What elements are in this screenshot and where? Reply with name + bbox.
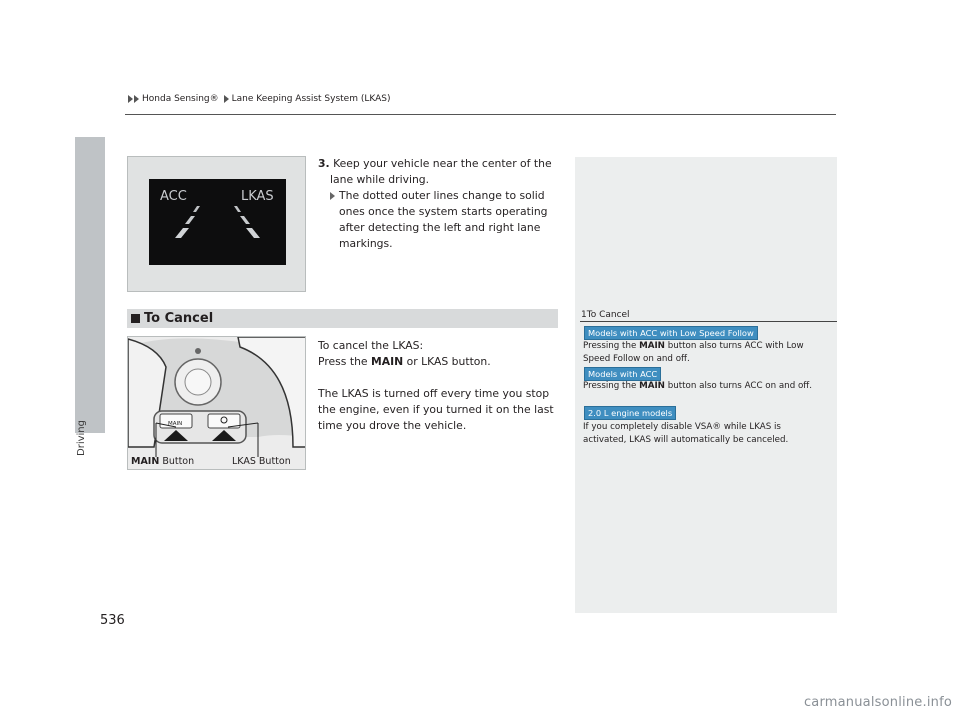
main-bold: MAIN (639, 381, 665, 391)
step-note-text: The dotted outer lines change to solid ones once the system starts operating after detecting the left and right lane markings. (339, 189, 548, 250)
sidebar-paragraph (583, 340, 833, 366)
section-square-icon (131, 314, 140, 323)
section-title: To Cancel (144, 311, 214, 326)
step-note (318, 188, 558, 252)
lkas-button-caption: LKAS Button (232, 456, 291, 467)
chapter-tab[interactable] (75, 137, 105, 433)
acc-lkas-display-figure (127, 156, 306, 292)
caption-rest: Button (159, 456, 195, 467)
lane-lines-graphic (149, 179, 286, 265)
page-number: 536 (100, 613, 125, 628)
step-number: 3. (318, 157, 330, 170)
main-button-text: MAIN (168, 421, 183, 427)
sidebar-title (581, 310, 630, 320)
left-lane-dash (185, 216, 195, 224)
steering-wheel-figure (127, 336, 306, 470)
main-button-caption (131, 456, 194, 467)
text-run: button also turns ACC on and off. (664, 381, 813, 391)
left-lane-dash (175, 228, 189, 238)
breadcrumb-arrow-icon (224, 95, 229, 103)
step-text-line2: lane while driving. (330, 173, 430, 186)
steering-wheel-graphic (128, 337, 306, 470)
model-tag: Models with ACC (584, 367, 661, 381)
sidebar-paragraph: If you completely disable VSA® while LKAS is activated, LKAS will automatically be canceled. (583, 422, 789, 445)
step-text-line1: Keep your vehicle near the center of the (333, 157, 552, 170)
body-line1: To cancel the LKAS: (318, 339, 424, 352)
body-paragraph2: The LKAS is turned off every time you stop the engine, even if you turned it on the last time you drove the vehicle. (318, 387, 554, 432)
acc-label: ACC (160, 189, 187, 204)
sidebar-title-ref: 1 (581, 310, 587, 320)
breadcrumb (128, 94, 390, 104)
breadcrumb-section[interactable]: Honda Sensing® (142, 94, 219, 104)
section-heading (127, 309, 558, 328)
right-lane-dash (240, 216, 250, 224)
header-rule (125, 114, 836, 115)
watermark[interactable]: carmanualsonline.info (803, 695, 952, 710)
chapter-tab-label: Driving (76, 420, 87, 456)
main-bold: MAIN (639, 341, 665, 351)
body-line2 (318, 354, 563, 370)
sidebar-rule (580, 321, 837, 322)
model-tag: 2.0 L engine models (584, 406, 676, 420)
text-run: Pressing the (583, 381, 640, 391)
text-run: Press the (318, 355, 371, 368)
right-lane-dash (234, 206, 241, 212)
left-lane-dash (193, 206, 200, 212)
sidebar-title-text: To Cancel (586, 310, 630, 320)
breadcrumb-arrow-icon (134, 95, 139, 103)
model-tag: Models with ACC with Low Speed Follow (584, 326, 758, 340)
lkas-label: LKAS (241, 189, 274, 204)
right-lane-dash (246, 228, 260, 238)
cancel-instructions (318, 338, 563, 434)
instrument-display (149, 179, 286, 265)
sidebar-paragraph (583, 380, 833, 393)
note-arrow-icon (330, 192, 335, 200)
text-run: Pressing the (583, 341, 640, 351)
caption-bold: MAIN (131, 456, 160, 467)
text-run: or LKAS button. (403, 355, 491, 368)
step-3 (318, 156, 558, 252)
breadcrumb-page[interactable]: Lane Keeping Assist System (LKAS) (231, 94, 391, 104)
main-bold: MAIN (371, 355, 404, 368)
text-run: button also turns ACC with Low Speed Follow on and off. (583, 341, 804, 364)
breadcrumb-arrow-icon (128, 95, 133, 103)
